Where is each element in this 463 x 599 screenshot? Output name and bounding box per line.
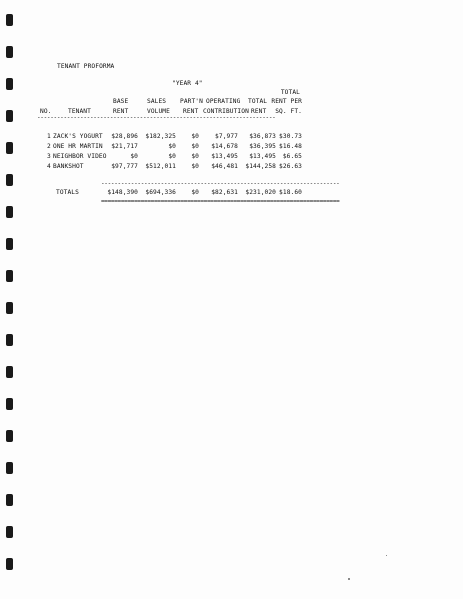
scan-speck [348, 578, 350, 580]
feed-hole [6, 462, 13, 474]
totals-double-rule: ======================================================================== [101, 198, 340, 205]
row-2-operating: $14,678 [211, 143, 238, 150]
row-4-operating: $46,481 [211, 163, 238, 170]
row-4-base-rent: $97,777 [111, 163, 138, 170]
row-1-partn-rent: $0 [191, 133, 199, 140]
header-total-rent-line2: RENT [251, 108, 267, 115]
totals-per-sqft: $18.60 [279, 189, 302, 196]
feed-hole [6, 558, 13, 570]
header-operating-line2: CONTRIBUTION [203, 108, 249, 115]
feed-hole [6, 14, 13, 26]
row-3-per-sqft: $6.65 [282, 153, 302, 160]
header-partn-rent-line1: PART'N [180, 98, 203, 105]
row-2-per-sqft: $16.48 [279, 143, 302, 150]
header-partn-rent-line2: RENT [183, 108, 199, 115]
feed-hole [6, 110, 13, 122]
header-per-sqft-line2: RENT PER [271, 98, 302, 105]
row-1-no: 1 [47, 133, 51, 140]
header-per-sqft-line1: TOTAL [280, 89, 300, 96]
header-sales-volume-line1: SALES [147, 98, 167, 105]
header-sales-volume-line2: VOLUME [147, 108, 170, 115]
feed-hole [6, 270, 13, 282]
feed-hole [6, 238, 13, 250]
row-2-total-rent: $36,395 [249, 143, 276, 150]
feed-hole [6, 398, 13, 410]
feed-hole [6, 46, 13, 58]
row-4-sales-volume: $512,011 [145, 163, 176, 170]
feed-hole [6, 494, 13, 506]
feed-hole [6, 302, 13, 314]
row-4-partn-rent: $0 [191, 163, 199, 170]
totals-sales-volume: $694,336 [145, 189, 176, 196]
row-2-no: 2 [47, 143, 51, 150]
feed-hole [6, 174, 13, 186]
totals-total-rent: $231,020 [245, 189, 276, 196]
feed-hole [6, 78, 13, 90]
scan-speck [386, 555, 387, 556]
row-3-operating: $13,495 [211, 153, 238, 160]
totals-base-rent: $148,390 [107, 189, 138, 196]
row-1-tenant: ZACK'S YOGURT [53, 133, 103, 140]
row-3-sales-volume: $0 [168, 153, 176, 160]
feed-hole [6, 430, 13, 442]
feed-hole [6, 142, 13, 154]
header-tenant: TENANT [68, 108, 91, 115]
header-dash-rule: ------------------------------------------------------------------------ [37, 114, 276, 121]
row-1-per-sqft: $30.73 [279, 133, 302, 140]
header-base-rent-line1: BASE [113, 98, 129, 105]
totals-partn-rent: $0 [191, 189, 199, 196]
row-2-base-rent: $21,717 [111, 143, 138, 150]
feed-hole [6, 526, 13, 538]
totals-dash-rule: ------------------------------------------------------------------------ [101, 180, 340, 187]
row-4-total-rent: $144,258 [245, 163, 276, 170]
report-title: TENANT PROFORMA [57, 63, 115, 70]
row-3-total-rent: $13,495 [249, 153, 276, 160]
totals-operating: $82,631 [211, 189, 238, 196]
row-3-partn-rent: $0 [191, 153, 199, 160]
header-total-rent-line1: TOTAL [248, 98, 268, 105]
header-base-rent-line2: RENT [113, 108, 129, 115]
header-no: NO. [40, 108, 52, 115]
row-1-total-rent: $36,873 [249, 133, 276, 140]
row-3-no: 3 [47, 153, 51, 160]
feed-hole [6, 206, 13, 218]
feed-hole [6, 366, 13, 378]
row-1-base-rent: $28,896 [111, 133, 138, 140]
header-operating-line1: OPERATING [206, 98, 241, 105]
row-2-sales-volume: $0 [168, 143, 176, 150]
row-2-partn-rent: $0 [191, 143, 199, 150]
row-1-sales-volume: $182,325 [145, 133, 176, 140]
row-2-tenant: ONE HR MARTIN [53, 143, 103, 150]
row-4-per-sqft: $26.63 [279, 163, 302, 170]
period-label: "YEAR 4" [172, 80, 203, 87]
feed-hole [6, 334, 13, 346]
row-4-no: 4 [47, 163, 51, 170]
row-1-operating: $7,977 [215, 133, 238, 140]
header-per-sqft-line3: SQ. FT. [275, 108, 302, 115]
totals-label: TOTALS [56, 189, 79, 196]
row-4-tenant: BANKSHOT [53, 163, 84, 170]
row-3-base-rent: $0 [130, 153, 138, 160]
row-3-tenant: NEIGHBOR VIDEO [53, 153, 107, 160]
